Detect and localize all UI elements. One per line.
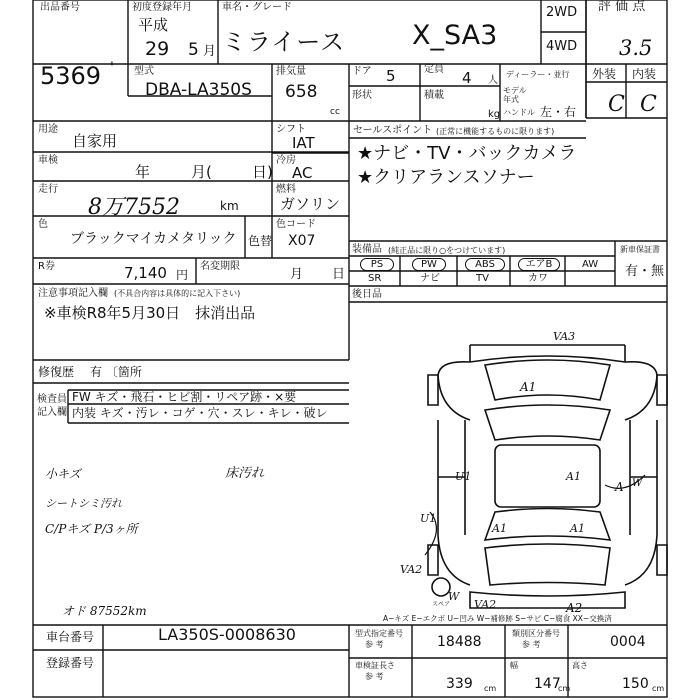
inspection-day: 日): [252, 163, 273, 181]
dealer-import-label: ディーラー・並行: [506, 70, 570, 79]
recycle-label: R券: [38, 261, 55, 272]
cc-unit: cc: [330, 107, 340, 117]
notes-text: ※車検R8年5月30日 抹消出品: [44, 304, 256, 322]
registration-month: 5: [188, 40, 199, 60]
shift: IAT: [292, 134, 315, 152]
fuel-label: 燃料: [276, 184, 296, 195]
type-designation-number: 18488: [437, 634, 482, 650]
first-registration-label: 初度登録年月: [132, 2, 192, 13]
doors-label: ドア: [352, 66, 372, 77]
color-code: X07: [288, 233, 316, 249]
color-name: ブラックマイカメタリック: [70, 231, 237, 247]
drive-4wd: 4WD: [546, 39, 578, 54]
equipment-label: 装備品: [352, 244, 382, 255]
equipment-airbag: エアB: [518, 258, 560, 271]
inspection-label: 車検: [38, 155, 58, 166]
recycle-amount: 7,140: [124, 264, 167, 282]
height: 150: [622, 676, 649, 692]
diagram-mark-va2-bumper: VA2: [474, 598, 497, 611]
diagram-mark-a1-hood: A1: [520, 380, 537, 394]
exterior-grade: C: [608, 92, 625, 117]
chassis-label: 車台番号: [46, 630, 95, 644]
after-equipment-label: 後日品: [352, 289, 382, 300]
width-label: 幅: [510, 661, 518, 670]
spare-label: スペア: [432, 601, 451, 608]
diagram-mark-va2-left: VA2: [400, 563, 423, 576]
chassis-number: LA350S-0008630: [158, 625, 296, 644]
name-change-label: 名変期限: [200, 261, 240, 272]
inspector-label: 検査員記入欄: [37, 394, 67, 418]
sales-point-note: (正常に機能するものに限ります): [436, 127, 555, 136]
handle-label: ハンドル: [503, 108, 535, 117]
diagram-mark-va3: VA3: [553, 330, 576, 343]
equipment-leather: カワ: [528, 273, 548, 284]
person-unit: 人: [488, 75, 498, 86]
displacement-label: 排気量: [276, 66, 306, 77]
diagram-mark-w-rear: W: [448, 590, 460, 603]
era: 平成: [138, 16, 169, 34]
handwritten-note-2: シートシミ汚れ: [45, 497, 122, 510]
doors: 5: [386, 67, 396, 85]
reference-label-2: 参 考: [522, 640, 541, 649]
height-unit: cm: [652, 684, 665, 693]
length-label: 車検証長さ: [355, 661, 395, 670]
km-unit: km: [220, 199, 239, 213]
sales-point-2: ★クリアランスソナー: [357, 167, 535, 188]
equipment-note: (純正品に限り○をつけています): [388, 246, 506, 255]
notes-sublabel: (不具合内容は具体的に記入下さい): [114, 289, 241, 298]
handwritten-note-3: C/Pキズ P/3ヶ所: [45, 522, 138, 536]
model-code: DBA-LA350S: [145, 80, 252, 100]
mileage-handwritten: 8万7552: [88, 195, 180, 220]
yen-unit: 円: [176, 268, 189, 282]
diagram-mark-w-side: W: [632, 478, 643, 489]
category-label: 類別区分番号: [512, 629, 560, 638]
sales-point-label: セールスポイント: [353, 125, 433, 136]
notes-label: 注意事項記入欄: [38, 288, 108, 299]
diagram-mark-a-side: A: [615, 480, 624, 494]
sales-point-1: ★ナビ・TV・バックカメラ: [357, 143, 577, 164]
handwritten-odometer: オド 87552km: [62, 604, 147, 618]
equipment-navi: ナビ: [420, 273, 440, 284]
equipment-tv: TV: [476, 273, 489, 284]
equipment-ps: PS: [360, 258, 394, 271]
registration-year: 29: [145, 38, 170, 60]
exterior-label: 外装: [592, 67, 617, 81]
load-label: 積載: [424, 90, 444, 101]
diagram-mark-u1-rear: U1: [420, 512, 437, 525]
width: 147: [534, 676, 561, 692]
usage-label: 用途: [38, 124, 58, 135]
lot-number: 5369: [40, 62, 102, 90]
reference-label-3: 参 考: [365, 672, 384, 681]
model-year-label: モデル年式: [503, 86, 527, 104]
length-unit: cm: [484, 684, 497, 693]
repair-history: 有 〔箇所: [90, 365, 142, 379]
usage: 自家用: [72, 132, 118, 150]
name-change-month: 月: [290, 267, 304, 282]
color-code-label: 色コード: [276, 219, 316, 230]
handle-side: 左・右: [540, 105, 577, 119]
shape-label: 形状: [352, 90, 372, 101]
handwritten-note-4: 床汚れ: [225, 466, 265, 481]
model-label: 型式: [134, 66, 154, 77]
interior-grade: C: [640, 92, 657, 117]
equipment-sr: SR: [368, 273, 382, 284]
lot-number-mark: ': [110, 60, 114, 76]
mileage-label: 走行: [38, 184, 58, 195]
inspection-month: 月(: [191, 163, 212, 181]
capacity-label: 定員: [424, 64, 444, 75]
repair-history-label: 修復歴: [38, 365, 75, 379]
color-label: 色: [38, 219, 48, 230]
handwritten-note-1: 小キズ: [45, 467, 81, 481]
inspector-interior-line: 内装 キズ・汚レ・コゲ・穴・スレ・キレ・破レ: [72, 406, 328, 420]
diagram-mark-u1-left: U1: [455, 470, 472, 483]
length: 339: [446, 676, 473, 692]
displacement: 658: [285, 82, 318, 102]
height-label: 高さ: [572, 661, 588, 670]
car-name: ミライース: [222, 28, 346, 56]
diagram-mark-a1-rear-left: A1: [492, 522, 507, 535]
car-name-grade-label: 車名・グレード: [222, 2, 292, 13]
registration-number-label: 登録番号: [46, 656, 95, 670]
auction-score: 3.5: [619, 36, 653, 60]
ac-label: 冷房: [276, 155, 296, 166]
warranty: 有・無: [625, 264, 665, 279]
shift-label: シフト: [276, 124, 306, 135]
score-label: 評 価 点: [598, 0, 646, 14]
damage-legend: A−キズ E−エクボ U−凹み W−補修跡 S−サビ C−腐食 XX−交換済: [383, 614, 612, 623]
warranty-label: 新車保証書: [620, 245, 660, 254]
category-number: 0004: [610, 634, 646, 650]
diagram-mark-a1-right: A1: [566, 470, 581, 483]
month-unit: 月: [203, 44, 217, 59]
equipment-pw: PW: [412, 258, 446, 271]
type-designation-label: 型式指定番号: [355, 629, 403, 638]
reference-label-1: 参 考: [365, 640, 384, 649]
equipment-aw: AW: [582, 259, 599, 270]
air-conditioning: AC: [292, 164, 313, 182]
lot-number-label: 出品番号: [40, 2, 80, 13]
diagram-mark-a2: A2: [566, 601, 583, 615]
inspection-year: 年: [135, 163, 151, 181]
drive-2wd: 2WD: [546, 5, 578, 20]
width-unit: cm: [558, 684, 571, 693]
diagram-mark-a1-rear-right: A1: [570, 522, 585, 535]
inspector-fw-line: FW キズ・飛石・ヒビ割・リペア跡・×要: [72, 390, 297, 404]
grade: X_SA3: [412, 20, 498, 51]
equipment-abs: ABS: [465, 258, 505, 271]
kg-unit: kg: [488, 109, 501, 120]
fuel: ガソリン: [280, 195, 341, 213]
color-change-label: 色替: [248, 234, 273, 248]
name-change-day: 日: [332, 267, 346, 282]
capacity: 4: [462, 69, 472, 87]
interior-label: 内装: [632, 67, 657, 81]
